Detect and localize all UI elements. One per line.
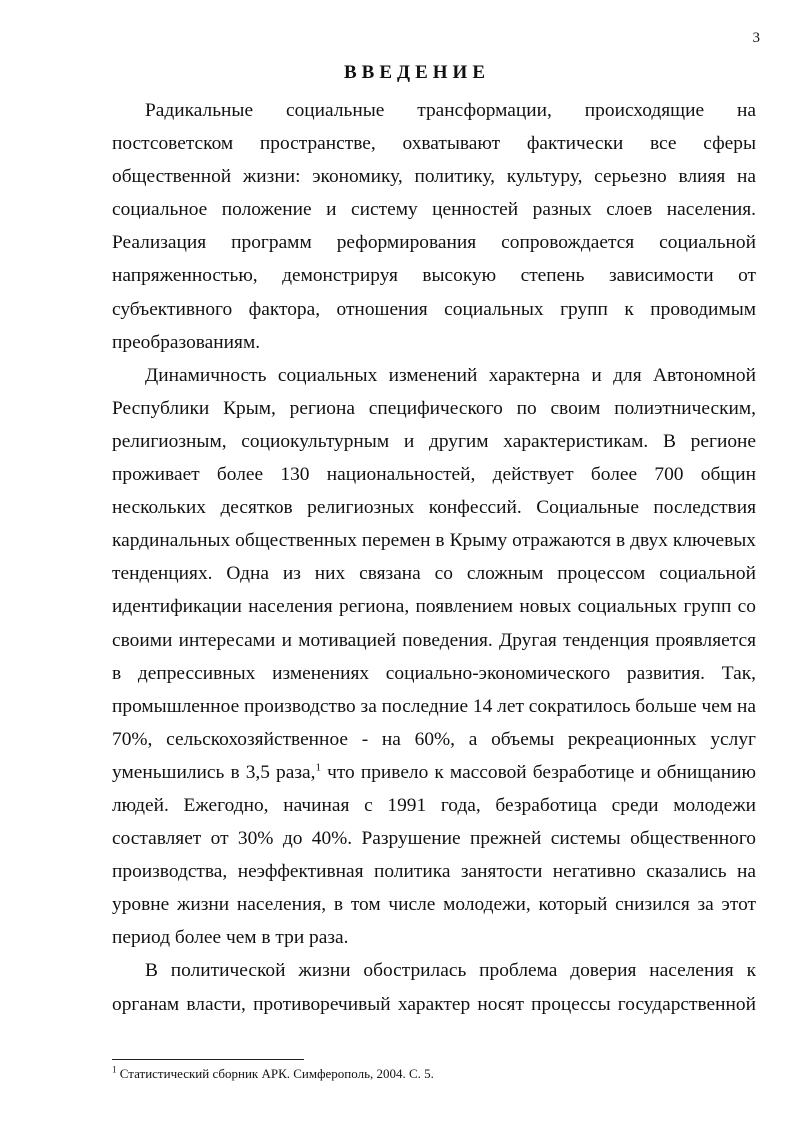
text-line: уровне жизни населения, в том числе молодежи, который снизился за этот (112, 894, 756, 916)
text-line: промышленное производство за последние 14 лет сократилось больше чем на (112, 695, 756, 717)
text-line: преобразованиям. (112, 331, 261, 353)
text-line: составляет от 30% до 40%. Разрушение прежней системы общественного (112, 828, 756, 850)
text-line: религиозным, социокультурным и другим характеристикам. В регионе (112, 430, 756, 452)
text-line: субъективного фактора, отношения социальных групп к проводимым (112, 298, 756, 320)
text-line: 70%, сельскохозяйственное - на 60%, а объемы рекреационных услуг (112, 728, 756, 750)
text-fragment: уменьшились в 3,5 раза, (112, 761, 316, 783)
text-line: нескольких десятков религиозных конфессий. Социальные последствия (112, 497, 756, 519)
text-line: Реализация программ реформирования сопровождается социальной (112, 232, 756, 254)
text-line: людей. Ежегодно, начиная с 1991 года, безработица среди молодежи (112, 794, 756, 816)
page-number: 3 (752, 30, 760, 46)
text-line: проживает более 130 национальностей, действует более 700 общин (112, 464, 756, 486)
footnote-marker: 1 (112, 1064, 117, 1075)
text-line: Радикальные социальные трансформации, происходящие на (145, 100, 756, 121)
text-line: В политической жизни обострилась проблема доверия населения к (145, 960, 756, 982)
text-line: в депрессивных изменениях социально-экономического развития. Так, (112, 662, 756, 684)
text-line: производства, неэффективная политика занятости негативно сказались на (112, 861, 756, 883)
text-line: кардинальных общественных перемен в Крыму отражаются в двух ключевых (112, 530, 756, 552)
paragraph-1 (112, 94, 756, 359)
text-fragment: что привело к массовой безработице и обнищанию (320, 761, 757, 783)
text-line: идентификации населения региона, появлением новых социальных групп со (112, 596, 756, 618)
text-line: Динамичность социальных изменений характерна и для Автономной (145, 364, 756, 386)
text-line: период более чем в три раза. (112, 927, 349, 949)
footnote (112, 1066, 434, 1082)
text-line: своими интересами и мотивацией поведения. Другая тенденция проявляется (112, 629, 756, 651)
paragraph-3 (112, 954, 756, 1020)
text-line: органам власти, противоречивый характер носят процессы государственной (112, 993, 756, 1015)
footnote-divider (112, 1059, 304, 1060)
text-line: напряженностью, демонстрируя высокую степень зависимости от (112, 265, 756, 287)
paragraph-2 (112, 359, 756, 955)
text-line: постсоветском пространстве, охватывают фактически все сферы (112, 133, 756, 155)
text-line: общественной жизни: экономику, политику, культуру, серьезно влияя на (112, 166, 756, 188)
footnote-text: Статистический сборник АРК. Симферополь, 2004. С. 5. (116, 1066, 434, 1081)
footnote-reference: 1 (315, 761, 321, 774)
text-line-with-footnote (112, 756, 756, 789)
page-title: ВВЕДЕНИЕ (344, 62, 490, 83)
text-line: социальное положение и систему ценностей разных слоев населения. (112, 199, 756, 221)
text-line: тенденциях. Одна из них связана со сложным процессом социальной (112, 563, 756, 585)
text-line: Республики Крым, региона специфического по своим полиэтническим, (112, 397, 756, 419)
body-text (112, 94, 756, 1021)
